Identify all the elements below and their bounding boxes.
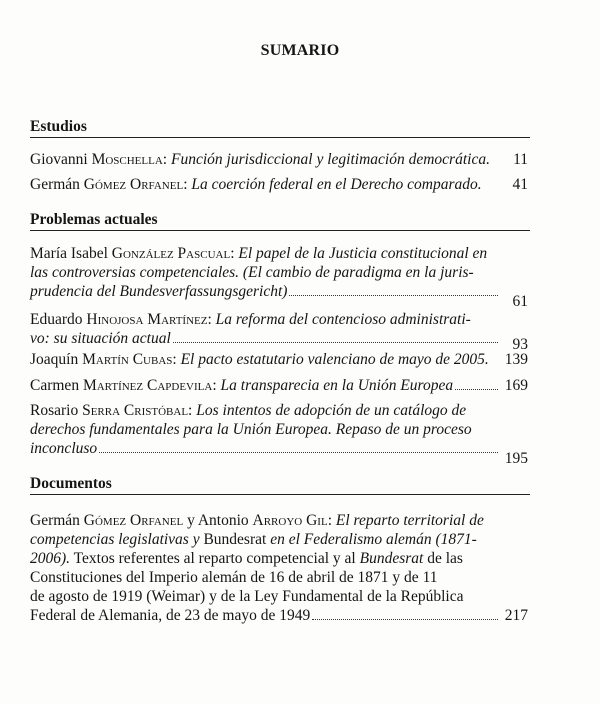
page-number: 41 [512, 176, 528, 193]
page-number: 195 [504, 450, 528, 467]
toc-entry[interactable]: Carmen Martínez Capdevila: La transparecia en la Unión Europea 169 [30, 377, 528, 394]
page-number: 169 [504, 377, 528, 394]
leader-dots [312, 619, 498, 620]
page-number: 61 [512, 293, 528, 310]
author-last: González Pascual [111, 245, 231, 262]
entry-title: La transparecia en la Unión Europea [220, 377, 454, 394]
leader-dots [173, 342, 498, 343]
toc-entry[interactable]: Germán Gómez Orfanel: La coerción federal en el Derecho comparado. 41 [30, 176, 528, 193]
page-title: SUMARIO [260, 42, 340, 59]
author-first: Giovanni [30, 151, 92, 168]
entry-title: El reparto territorial de [335, 512, 484, 529]
entry-title: La coerción federal en el Derecho comparado. [191, 176, 482, 193]
toc-entry[interactable]: Giovanni Moschella: Función jurisdiccional y legitimación democrática. 11 [30, 151, 528, 168]
leader-dots [289, 295, 498, 296]
entry-title: Los intentos de adopción de un catálogo de [196, 402, 467, 419]
entry-title: Función jurisdiccional y legitimación democrática. [170, 151, 490, 168]
page-number: 217 [504, 607, 528, 624]
author-last: Hinojosa Martínez [86, 311, 208, 328]
page-number: 11 [513, 151, 528, 168]
author-last: Martínez Capdevila [82, 377, 213, 394]
author-last: Gómez Orfanel [83, 512, 184, 529]
page-number: 93 [512, 336, 528, 353]
author-last: Gómez Orfanel [83, 176, 184, 193]
toc-entry[interactable]: Eduardo Hinojosa Martínez: La reforma del contencioso administrati- vo: su situación actual 93 [30, 311, 528, 353]
author-last: Arroyo Gil [252, 512, 328, 529]
toc-entry[interactable]: Germán Gómez Orfanel y Antonio Arroyo Gil: El reparto territorial de competencias legislativas y Bundesrat en el Federalismo alemán (1871- 2006). Textos referentes al reparto competencial y al Bundesrat de las Constituciones del Imperio alemán de 16 de abril de 1871 y de 11 de agosto de 1919 (Weimar) y de la Ley Fundamental de la República Federal de Alemania, de 23 de mayo de 1949 217 [30, 512, 528, 624]
leader-dots [455, 389, 498, 390]
entry-title: El papel de la Justicia constitucional en [238, 245, 488, 262]
section-heading-problemas-actuales: Problemas actuales [30, 211, 530, 231]
leader-dots [99, 452, 498, 453]
toc-entry[interactable]: María Isabel González Pascual: El papel de la Justicia constitucional en las controversias competenciales. (El cambio de paradigma en la juris- prudencia del Bundesverfassungsgericht) 61 [30, 245, 528, 310]
entry-title: El pacto estatutario valenciano de mayo de 2005. [180, 351, 489, 368]
author-first: Germán [30, 176, 84, 193]
toc-entry[interactable]: Rosario Serra Cristóbal: Los intentos de adopción de un catálogo de derechos fundamentales para la Unión Europea. Repaso de un proceso inconcluso 195 [30, 402, 528, 467]
page-number: 139 [504, 351, 528, 368]
section-heading-documentos: Documentos [30, 475, 530, 495]
entry-title: La reforma del contencioso administrati- [215, 311, 471, 328]
section-heading-estudios: Estudios [30, 118, 530, 138]
author-last: Moschella [91, 151, 163, 168]
author-last: Serra Cristóbal [82, 402, 189, 419]
author-last: Martín Cubas [82, 351, 173, 368]
toc-entry[interactable]: Joaquín Martín Cubas: El pacto estatutario valenciano de mayo de 2005. 139 [30, 351, 528, 368]
